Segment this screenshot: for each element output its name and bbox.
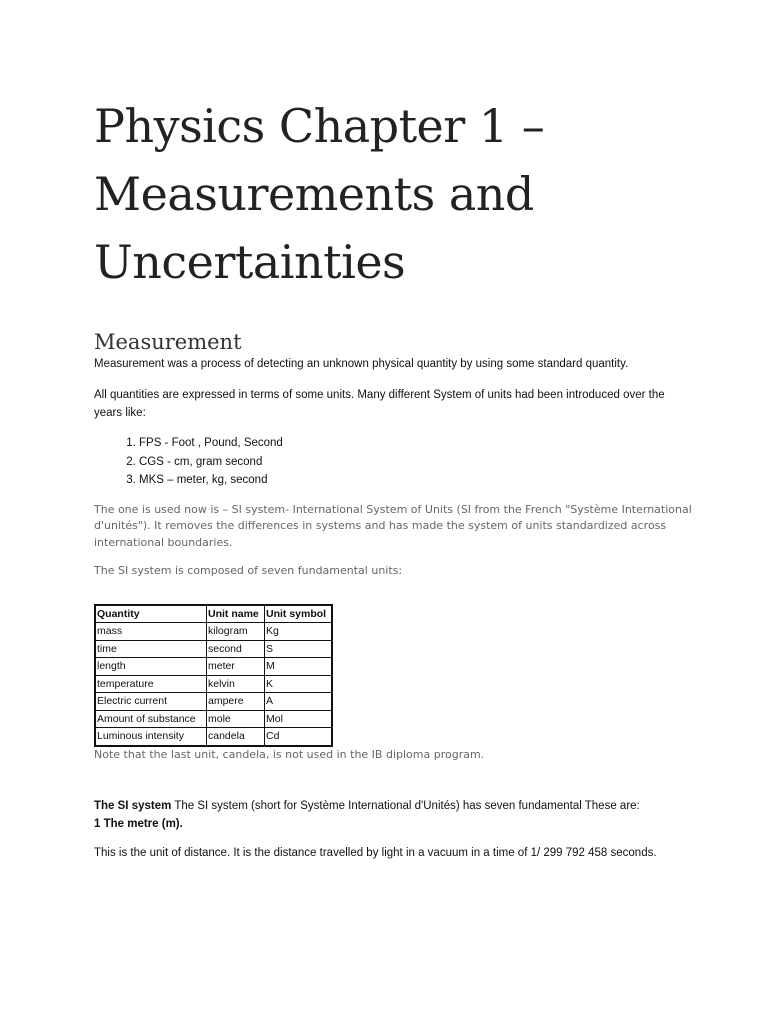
- table-cell: mass: [95, 623, 207, 641]
- table-header-cell: Unit name: [207, 605, 265, 623]
- table-cell: candela: [207, 728, 265, 746]
- table-row: [95, 623, 332, 641]
- table-header-cell: Quantity: [95, 605, 207, 623]
- table-cell: M: [265, 658, 333, 676]
- table-row: [95, 728, 332, 746]
- si-system-text: The SI system (short for Système International d'Unités) has seven fundamental These are:: [171, 800, 640, 812]
- table-row: [95, 658, 332, 676]
- note-candela: Note that the last unit, candela, is not used in the IB diploma program.: [94, 747, 485, 761]
- document-page: [94, 92, 694, 862]
- paragraph-units: All quantities are expressed in terms of some units. Many different System of units had been introduced over the years like:: [94, 389, 665, 419]
- table-cell: mole: [207, 710, 265, 728]
- paragraph-si-intro: The one is used now is – SI system- International System of Units (SI from the French "Système International d'unités"). It removes the differences in systems and has made the system of units standardized across international boundaries.: [94, 502, 692, 549]
- table-header-row: [95, 605, 332, 623]
- table-cell: Mol: [265, 710, 333, 728]
- table-cell: Amount of substance: [95, 710, 207, 728]
- table-cell: kelvin: [207, 675, 265, 693]
- table-cell: temperature: [95, 675, 207, 693]
- table-cell: kilogram: [207, 623, 265, 641]
- table-cell: K: [265, 675, 333, 693]
- unit-systems-list: [94, 434, 694, 490]
- table-cell: Luminous intensity: [95, 728, 207, 746]
- table-row: [95, 675, 332, 693]
- table-cell: Electric current: [95, 693, 207, 711]
- paragraph-si-composed: The SI system is composed of seven fundamental units:: [94, 564, 403, 577]
- list-item: 3. MKS – meter, kg, second: [139, 471, 694, 490]
- table-row: [95, 640, 332, 658]
- page-title: Physics Chapter 1 – Measurements and Uncertainties: [94, 99, 545, 289]
- list-item: 2. CGS - cm, gram second: [139, 453, 694, 472]
- table-row: [95, 693, 332, 711]
- table-cell: second: [207, 640, 265, 658]
- paragraph-metre: This is the unit of distance. It is the distance travelled by light in a vacuum in a time of 1/ 299 792 458 seconds.: [94, 847, 657, 859]
- table-cell: ampere: [207, 693, 265, 711]
- paragraph-si-system: [94, 797, 694, 833]
- table-row: [95, 710, 332, 728]
- metre-heading: 1 The metre (m).: [94, 818, 183, 830]
- table-cell: meter: [207, 658, 265, 676]
- table-cell: length: [95, 658, 207, 676]
- si-units-table: [94, 604, 333, 747]
- table-header-cell: Unit symbol: [265, 605, 333, 623]
- si-system-label: The SI system: [94, 800, 172, 812]
- list-item: 1. FPS - Foot , Pound, Second: [139, 434, 694, 453]
- table-cell: Cd: [265, 728, 333, 746]
- section-heading-measurement: Measurement: [94, 330, 242, 354]
- table-cell: S: [265, 640, 333, 658]
- table-cell: time: [95, 640, 207, 658]
- table-cell: Kg: [265, 623, 333, 641]
- table-cell: A: [265, 693, 333, 711]
- paragraph-definition: Measurement was a process of detecting an unknown physical quantity by using some standard quantity.: [94, 358, 629, 370]
